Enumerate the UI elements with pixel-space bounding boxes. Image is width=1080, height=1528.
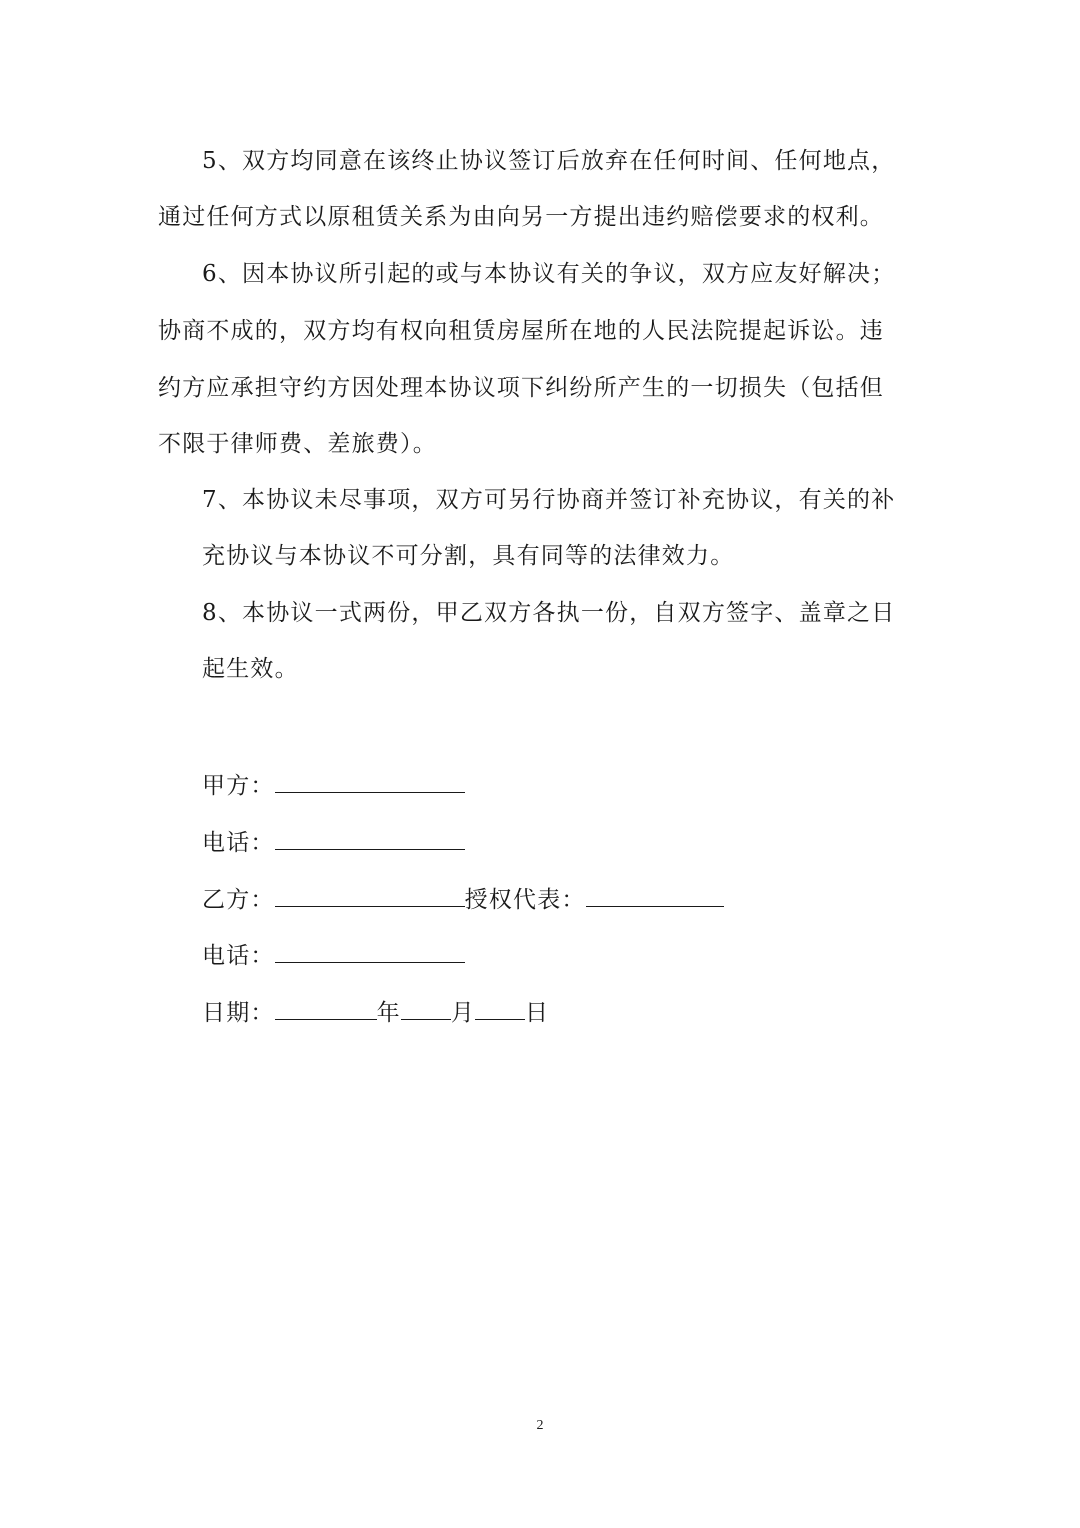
party-a-blank[interactable] (275, 768, 465, 793)
clause-7-line-1: 7、本协议未尽事项，双方可另行协商并签订补充协议，有关的补 (202, 487, 896, 513)
year-blank[interactable] (275, 995, 377, 1020)
authorized-rep-blank[interactable] (586, 882, 724, 907)
month-label: 月 (450, 1000, 476, 1026)
party-b-blank[interactable] (275, 882, 465, 907)
month-blank[interactable] (401, 995, 451, 1020)
phone-a-row (202, 825, 465, 855)
clause-6-line-1: 6、因本协议所引起的或与本协议有关的争议，双方应友好解决； (202, 261, 896, 287)
date-row (202, 995, 549, 1025)
party-a-row (202, 768, 465, 798)
day-blank[interactable] (475, 995, 525, 1020)
phone-b-blank[interactable] (275, 938, 465, 963)
date-label: 日期： (202, 1000, 275, 1026)
party-b-label: 乙方： (202, 887, 275, 913)
phone-b-row (202, 938, 465, 968)
phone-a-label: 电话： (202, 830, 275, 856)
party-b-row (202, 882, 724, 912)
clause-5-line-2: 通过任何方式以原租赁关系为由向另一方提出违约赔偿要求的权利。 (158, 204, 884, 230)
phone-a-blank[interactable] (275, 825, 465, 850)
year-label: 年 (376, 1000, 401, 1026)
day-label: 日 (525, 1000, 550, 1026)
clause-5-line-1: 5、双方均同意在该终止协议签订后放弃在任何时间、任何地点， (202, 148, 896, 174)
authorized-rep-label: 授权代表： (464, 887, 586, 913)
clause-6-line-4: 不限于律师费、差旅费）。 (158, 431, 437, 457)
phone-b-label: 电话： (202, 943, 275, 969)
clause-8-line-1: 8、本协议一式两份，甲乙双方各执一份，自双方签字、盖章之日 (202, 600, 896, 626)
clause-6-line-3: 约方应承担守约方因处理本协议项下纠纷所产生的一切损失（包括但 (158, 375, 884, 401)
page-number: 2 (536, 1418, 544, 1433)
clause-8-line-2: 起生效。 (202, 656, 299, 682)
party-a-label: 甲方： (202, 773, 275, 799)
clause-7-line-2: 充协议与本协议不可分割，具有同等的法律效力。 (202, 543, 735, 569)
clause-6-line-2: 协商不成的，双方均有权向租赁房屋所在地的人民法院提起诉讼。违 (158, 318, 884, 344)
